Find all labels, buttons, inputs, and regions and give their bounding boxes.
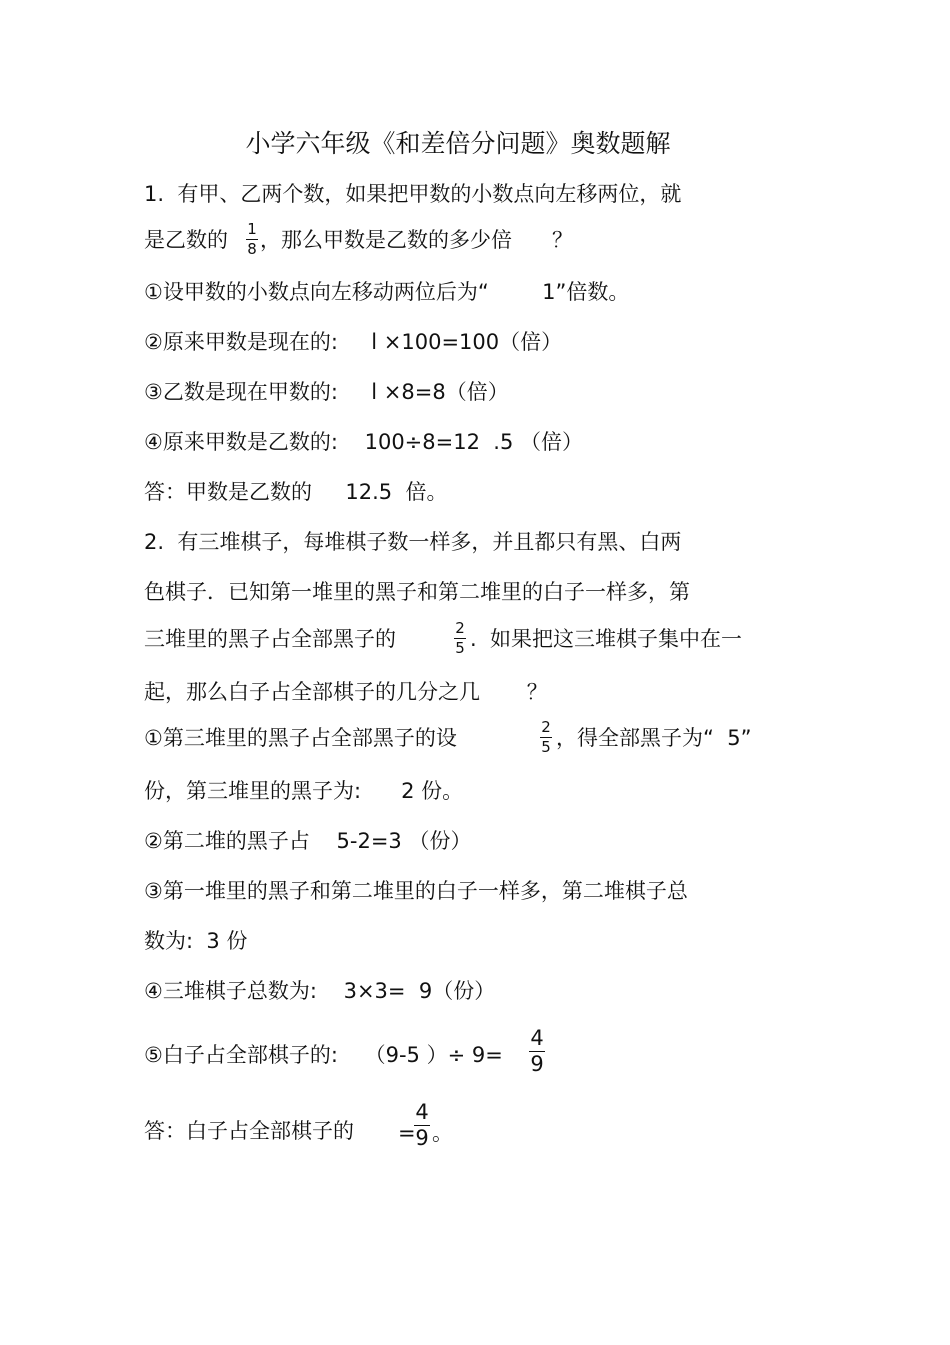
problem-2-line-1: 2. 有三堆棋子，每堆棋子数一样多，并且都只有黑、白两 (144, 530, 682, 554)
problem-1-line-2a: 是乙数的 (144, 228, 228, 252)
fraction-numerator: 2 (455, 619, 465, 637)
step-2-4: ④三堆棋子总数为: 3×3= 9（份） (144, 979, 496, 1003)
fraction-4-9 (414, 1101, 430, 1150)
step-2-1c: 份，第三堆里的黑子为: 2 份。 (144, 779, 464, 803)
problem-1-line-2b: ，那么甲数是乙数的多少倍 ？ (260, 228, 574, 252)
problem-2-line-3b: . 如果把这三堆棋子集中在一 (470, 627, 743, 651)
problem-2-line-3a: 三堆里的黑子占全部黑子的 (144, 627, 396, 651)
step-1-3: ③乙数是现在甲数的: l ×8=8（倍） (144, 380, 509, 404)
problem-2-line-2: 色棋子．已知第一堆里的黑子和第二堆里的白子一样多，第 (144, 580, 690, 604)
fraction-1-8 (246, 221, 258, 258)
fraction-denominator: 5 (541, 738, 551, 756)
page-title: 小学六年级《和差倍分问题》奥数题解 (245, 129, 671, 158)
step-2-2: ②第二堆的黑子占 5-2=3 （份） (144, 829, 472, 853)
fraction-2-5 (540, 719, 552, 756)
step-2-3b: 数为: 3 份 (144, 929, 248, 953)
fraction-denominator: 8 (247, 240, 257, 258)
step-1-2: ②原来甲数是现在的: l ×100=100（倍） (144, 330, 563, 354)
fraction-2-5 (454, 620, 466, 657)
fraction-denominator: 9 (530, 1052, 544, 1076)
fraction-denominator: 9 (415, 1126, 429, 1150)
step-1-1: ①设甲数的小数点向左移动两位后为“ 1”倍数。 (144, 280, 630, 304)
problem-1-line-1: 1. 有甲、乙两个数，如果把甲数的小数点向左移两位，就 (144, 182, 682, 206)
step-2-5: ⑤白子占全部棋子的: （9-5 ）÷ 9= (144, 1043, 503, 1067)
fraction-numerator: 4 (415, 1100, 429, 1124)
fraction-numerator: 1 (247, 220, 257, 238)
answer-1: 答：甲数是乙数的 12.5 倍。 (144, 480, 448, 504)
step-2-1b: ，得全部黑子为“ 5” (556, 726, 752, 750)
fraction-numerator: 4 (530, 1026, 544, 1050)
answer-2-end: 。 (432, 1121, 453, 1145)
fraction-numerator: 2 (541, 718, 551, 736)
step-1-4: ④原来甲数是乙数的: 100÷8=12 .5 （倍） (144, 430, 584, 454)
equals-sign: = (398, 1121, 416, 1145)
fraction-4-9 (529, 1027, 545, 1076)
problem-2-line-4: 起，那么白子占全部棋子的几分之几 ？ (144, 680, 548, 704)
answer-2a: 答：白子占全部棋子的 (144, 1119, 354, 1143)
step-2-3a: ③第一堆里的黑子和第二堆里的白子一样多，第二堆棋子总 (144, 879, 688, 903)
fraction-denominator: 5 (455, 639, 465, 657)
step-2-1a: ①第三堆里的黑子占全部黑子的设 (144, 726, 457, 750)
